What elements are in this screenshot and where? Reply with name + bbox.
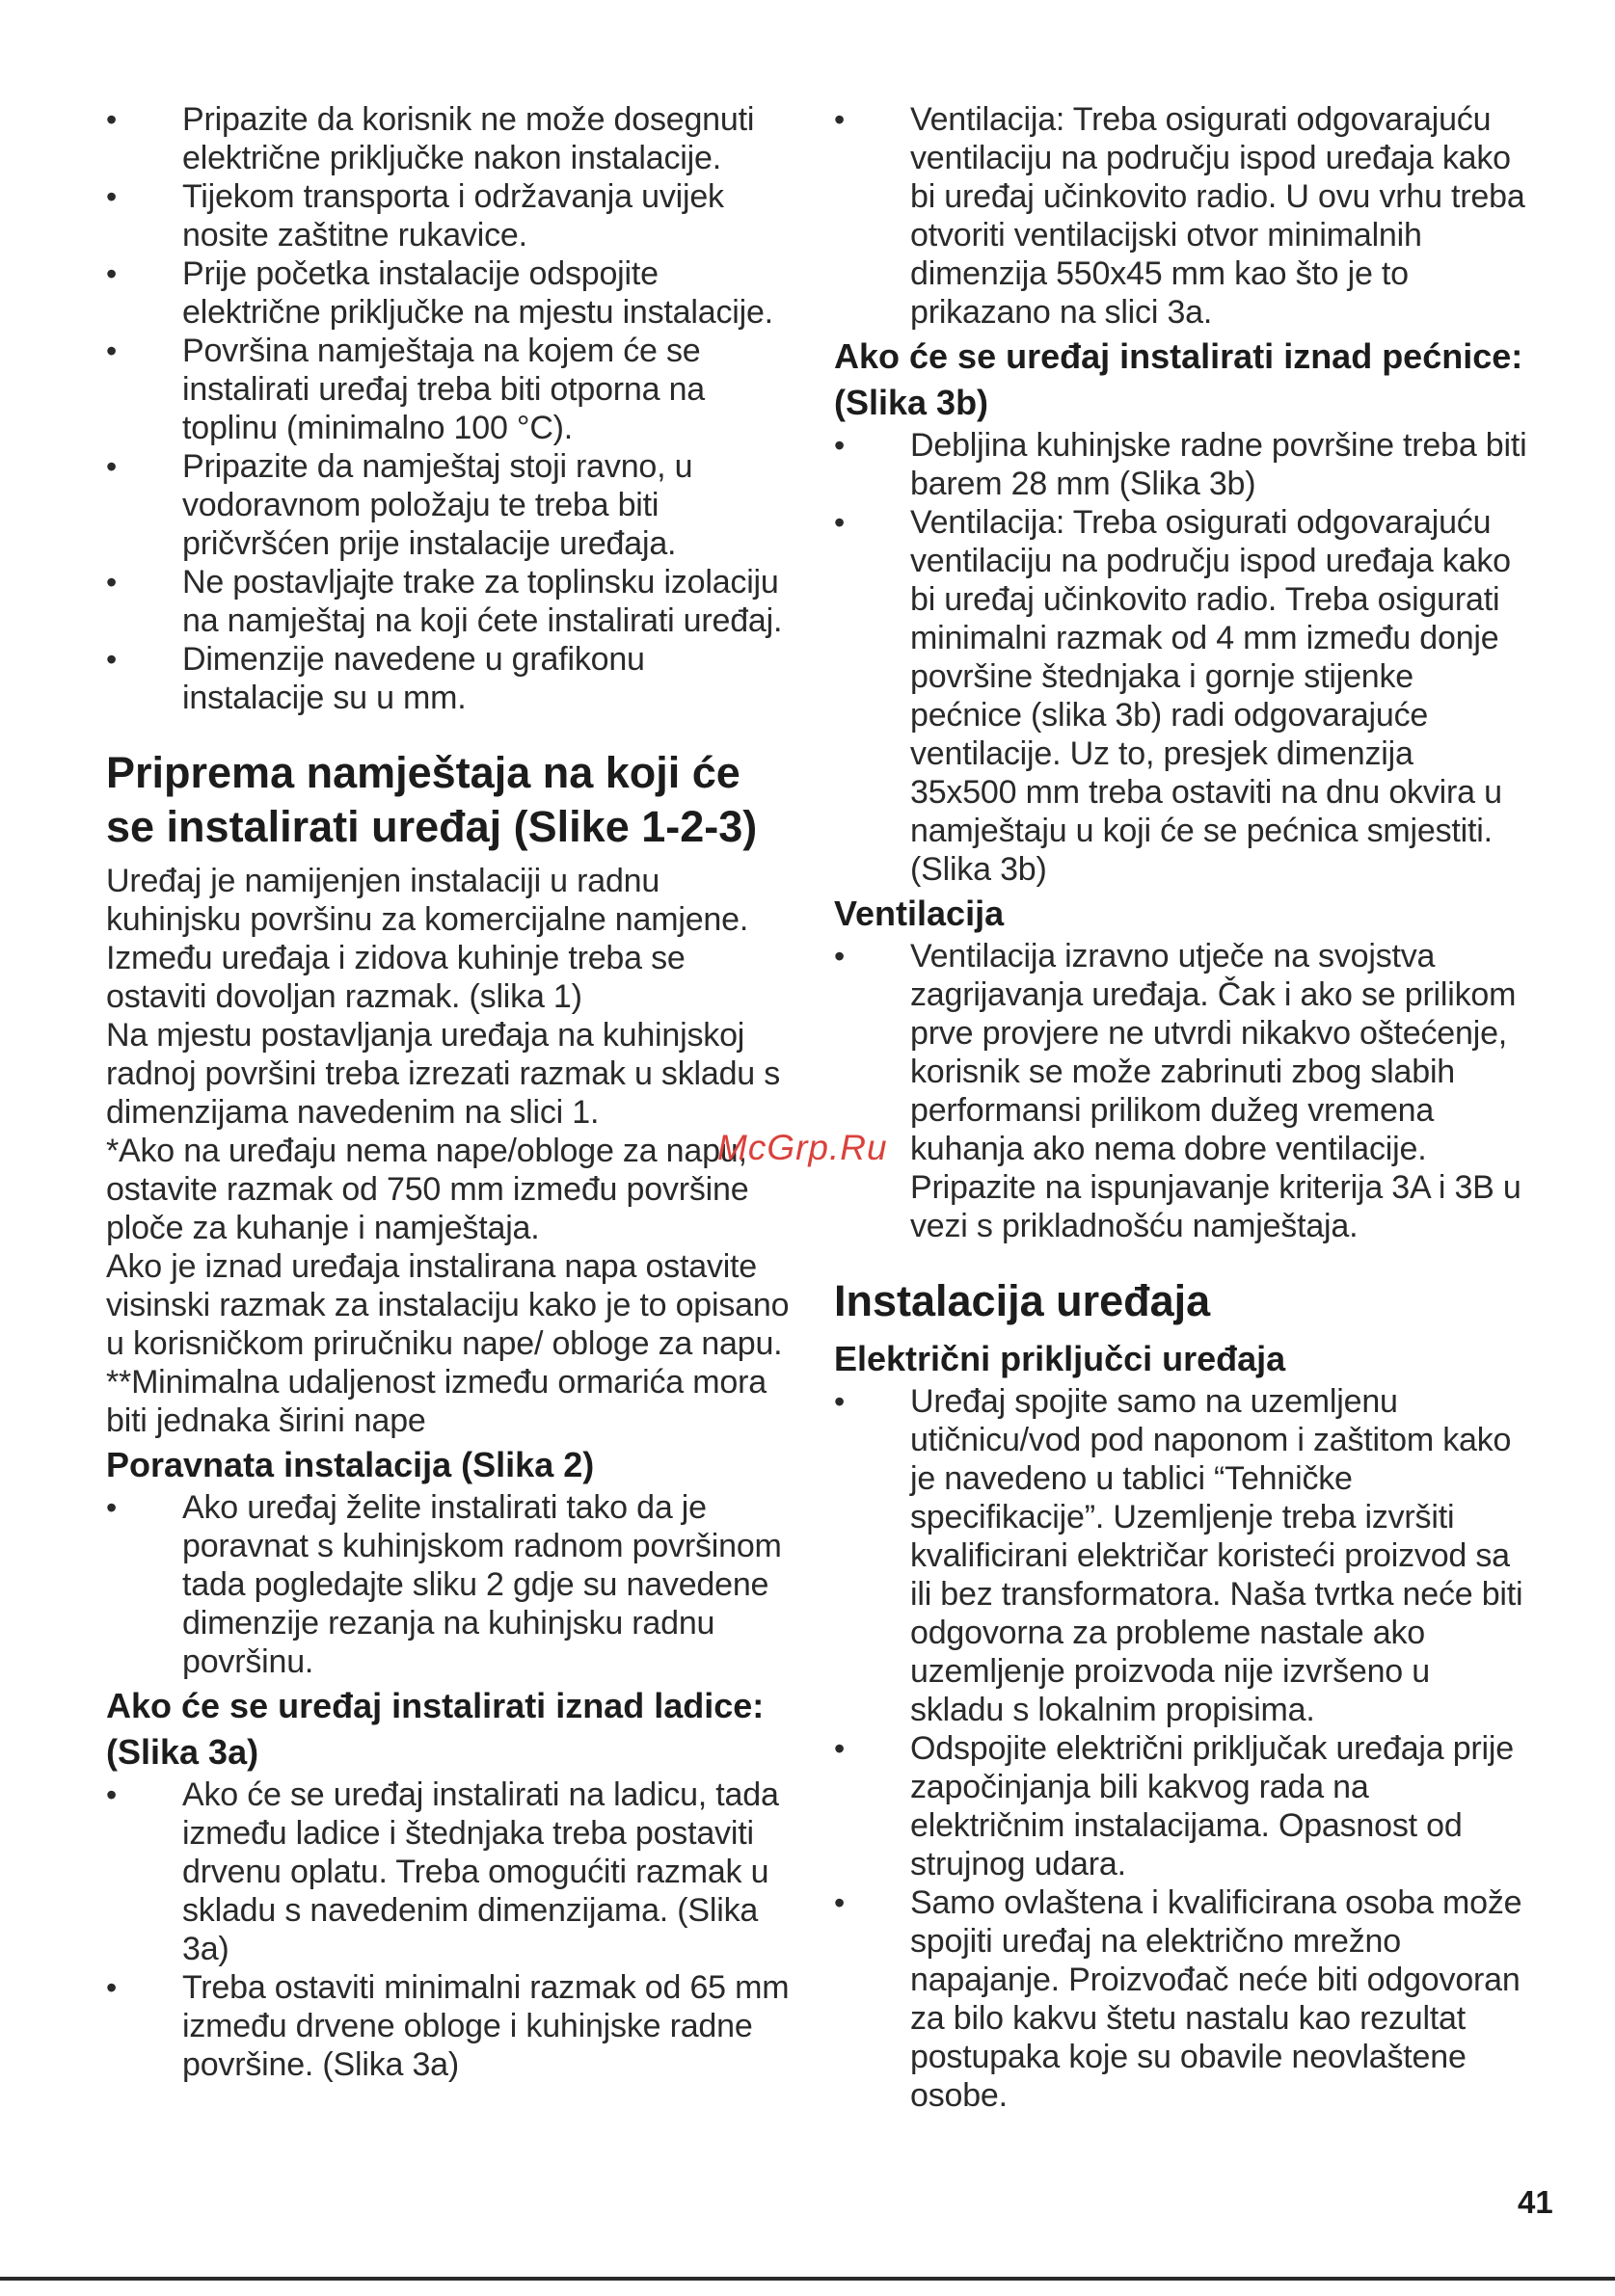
bullet-icon: • [106, 449, 118, 484]
bullet-icon: • [834, 1885, 846, 1920]
subheading-oven-installation: Ako će se uređaj instalirati iznad pećnice: (Slika 3b) [834, 336, 1523, 422]
list-item: • Tijekom transporta i održavanja uvijek nosite zaštitne rukavice. [106, 178, 724, 254]
list-item: • Prije početka instalacije odspojite električne priključke na mjestu instalacije. [106, 255, 773, 331]
paragraph: Uređaj je namijenjen instalaciji u radnu kuhinjsku površinu za komercijalne namjene. Između uređaja i zidova kuhinje treba se ostaviti dovoljan razmak. (slika 1) [106, 863, 749, 1015]
bullet-icon: • [834, 428, 846, 463]
right-column [834, 100, 1528, 2115]
list-item: • Treba ostaviti minimalni razmak od 65 mm između drvene obloge i kuhinjske radne površine. (Slika 3a) [106, 1969, 790, 2083]
subheading-electrical: Električni priključci uređaja [834, 1339, 1286, 1378]
list-item: • Odspojite električni priključak uređaja prije započinjanja bili kakvog rada na električnim instalacijama. Opasnost od strujnog udara. [834, 1730, 1514, 1882]
paragraph: Na mjestu postavljanja uređaja na kuhinjskoj radnoj površini treba izrezati razmak u skladu s dimenzijama navedenim na slici 1. [106, 1017, 781, 1131]
bullet-icon: • [106, 102, 118, 137]
bullet-icon: • [834, 102, 846, 137]
list-item: • Dimenzije navedene u grafikonu instalacije su u mm. [106, 641, 645, 716]
bullet-icon: • [834, 505, 846, 540]
list-item: • Samo ovlaštena i kvalificirana osoba može spojiti uređaj na električno mrežno napajanje. Proizvođač neće biti odgovoran za bilo kakvu štetu nastalu kao rezultat postupaka koje su obavile neovlaštene osobe. [834, 1884, 1522, 2114]
paragraph: Ako je iznad uređaja instalirana napa ostavite visinski razmak za instalaciju kako je to opisano u korisničkom priručniku nape/ obloge za napu. [106, 1248, 790, 1362]
list-item: • Ventilacija izravno utječe na svojstva zagrijavanja uređaja. Čak i ako se prilikom prve provjere ne utvrdi nikakvo oštećenje, korisnik se može zabrinuti zbog slabih performansi prilikom dužeg vremena kuhanja ako nema dobre ventilacije. Pripazite na ispunjavanje kriterija 3A i 3B u vezi s prikladnošću namještaja. [834, 938, 1521, 1244]
list-item: • Površina namještaja na kojem će se instalirati uređaj treba biti otporna na toplinu (minimalno 100 °C). [106, 333, 705, 446]
list-item: • Pripazite da korisnik ne može dosegnuti električne priključke nakon instalacije. [106, 101, 755, 176]
list-item: • Ako će se uređaj instalirati na ladicu, tada između ladice i štednjaka treba postaviti drvenu oplatu. Treba omogućiti razmak u skladu s navedenim dimenzijama. (Slika 3a) [106, 1776, 779, 1967]
paragraph: *Ako na uređaju nema nape/obloge za napu, ostavite razmak od 750 mm između površine ploče za kuhanje i namještaja. [106, 1133, 749, 1246]
bullet-icon: • [106, 642, 118, 677]
subheading-flush-installation: Poravnata instalacija (Slika 2) [106, 1445, 595, 1484]
list-item: • Ventilacija: Treba osigurati odgovarajuću ventilaciju na području ispod uređaja kako bi uređaj učinkovito radio. Treba osigurati minimalni razmak od 4 mm između donje površine štednjaka i gornje stijenke pećnice (slika 3b) radi odgovarajuće ventilacije. Uz to, presjek dimenzija 35x500 mm treba ostaviti na dnu okvira u namještaju u koji će se pećnica smjestiti. (Slika 3b) [834, 504, 1511, 888]
bottom-rule [0, 2277, 1615, 2281]
oven-bullet-list [834, 426, 1528, 889]
list-item: • Uređaj spojite samo na uzemljenu utičnicu/vod pod naponom i zaštitom kako je navedeno u tablici “Tehničke specifikacije”. Uzemljenje treba izvršiti kvalificirani električar koristeći proizvod sa ili bez transformatora. Naša tvrtka neće biti odgovorna za probleme nastale ako uzemljenje proizvoda nije izvršeno u skladu s lokalnim propisima. [834, 1383, 1523, 1728]
list-item: • Ako uređaj želite instalirati tako da je poravnat s kuhinjskom radnom površinom tada pogledajte sliku 2 gdje su navedene dimenzije rezanja na kuhinjsku radnu površinu. [106, 1489, 782, 1680]
left-column [106, 100, 791, 2084]
ventilation-bullet-list [834, 937, 1528, 1245]
bullet-icon: • [106, 1970, 118, 2005]
bullet-icon: • [106, 565, 118, 600]
electrical-bullet-list [834, 1382, 1528, 2115]
subheading-drawer-installation: Ako će se uređaj instalirati iznad ladice: (Slika 3a) [106, 1686, 765, 1772]
subheading-ventilation: Ventilacija [834, 894, 1005, 933]
watermark: McGrp.Ru [717, 1128, 888, 1167]
list-item: • Debljina kuhinjske radne površine treba biti barem 28 mm (Slika 3b) [834, 427, 1527, 502]
bullet-icon: • [834, 1731, 846, 1766]
list-item: • Ne postavljajte trake za toplinsku izolaciju na namještaj na koji ćete instalirati uređaj. [106, 564, 783, 639]
bullet-icon: • [106, 256, 118, 291]
safety-bullet-list [106, 100, 791, 717]
flush-bullet-list [106, 1488, 791, 1681]
list-item: • Pripazite da namještaj stoji ravno, u vodoravnom položaju te treba biti pričvršćen prije instalacije uređaja. [106, 448, 693, 562]
bullet-icon: • [106, 179, 118, 214]
paragraph: **Minimalna udaljenost između ormarića mora biti jednaka širini nape [106, 1364, 767, 1439]
bullet-icon: • [106, 334, 118, 368]
section-title-furniture-prep: Priprema namještaja na koji će se instalirati uređaj (Slike 1-2-3) [106, 748, 758, 851]
drawer-vent-bullet-list [834, 100, 1528, 332]
bullet-icon: • [834, 939, 846, 974]
page-number: 41 [1518, 2184, 1553, 2220]
bullet-icon: • [106, 1777, 118, 1812]
list-item: • Ventilacija: Treba osigurati odgovarajuću ventilaciju na području ispod uređaja kako bi uređaj učinkovito radio. U ovu vrhu treba otvoriti ventilacijski otvor minimalnih dimenzija 550x45 mm kao što je to prikazano na slici 3a. [834, 101, 1525, 331]
drawer-bullet-list [106, 1775, 791, 2084]
section-title-installation: Instalacija uređaja [834, 1276, 1211, 1325]
bullet-icon: • [834, 1384, 846, 1419]
bullet-icon: • [106, 1490, 118, 1525]
